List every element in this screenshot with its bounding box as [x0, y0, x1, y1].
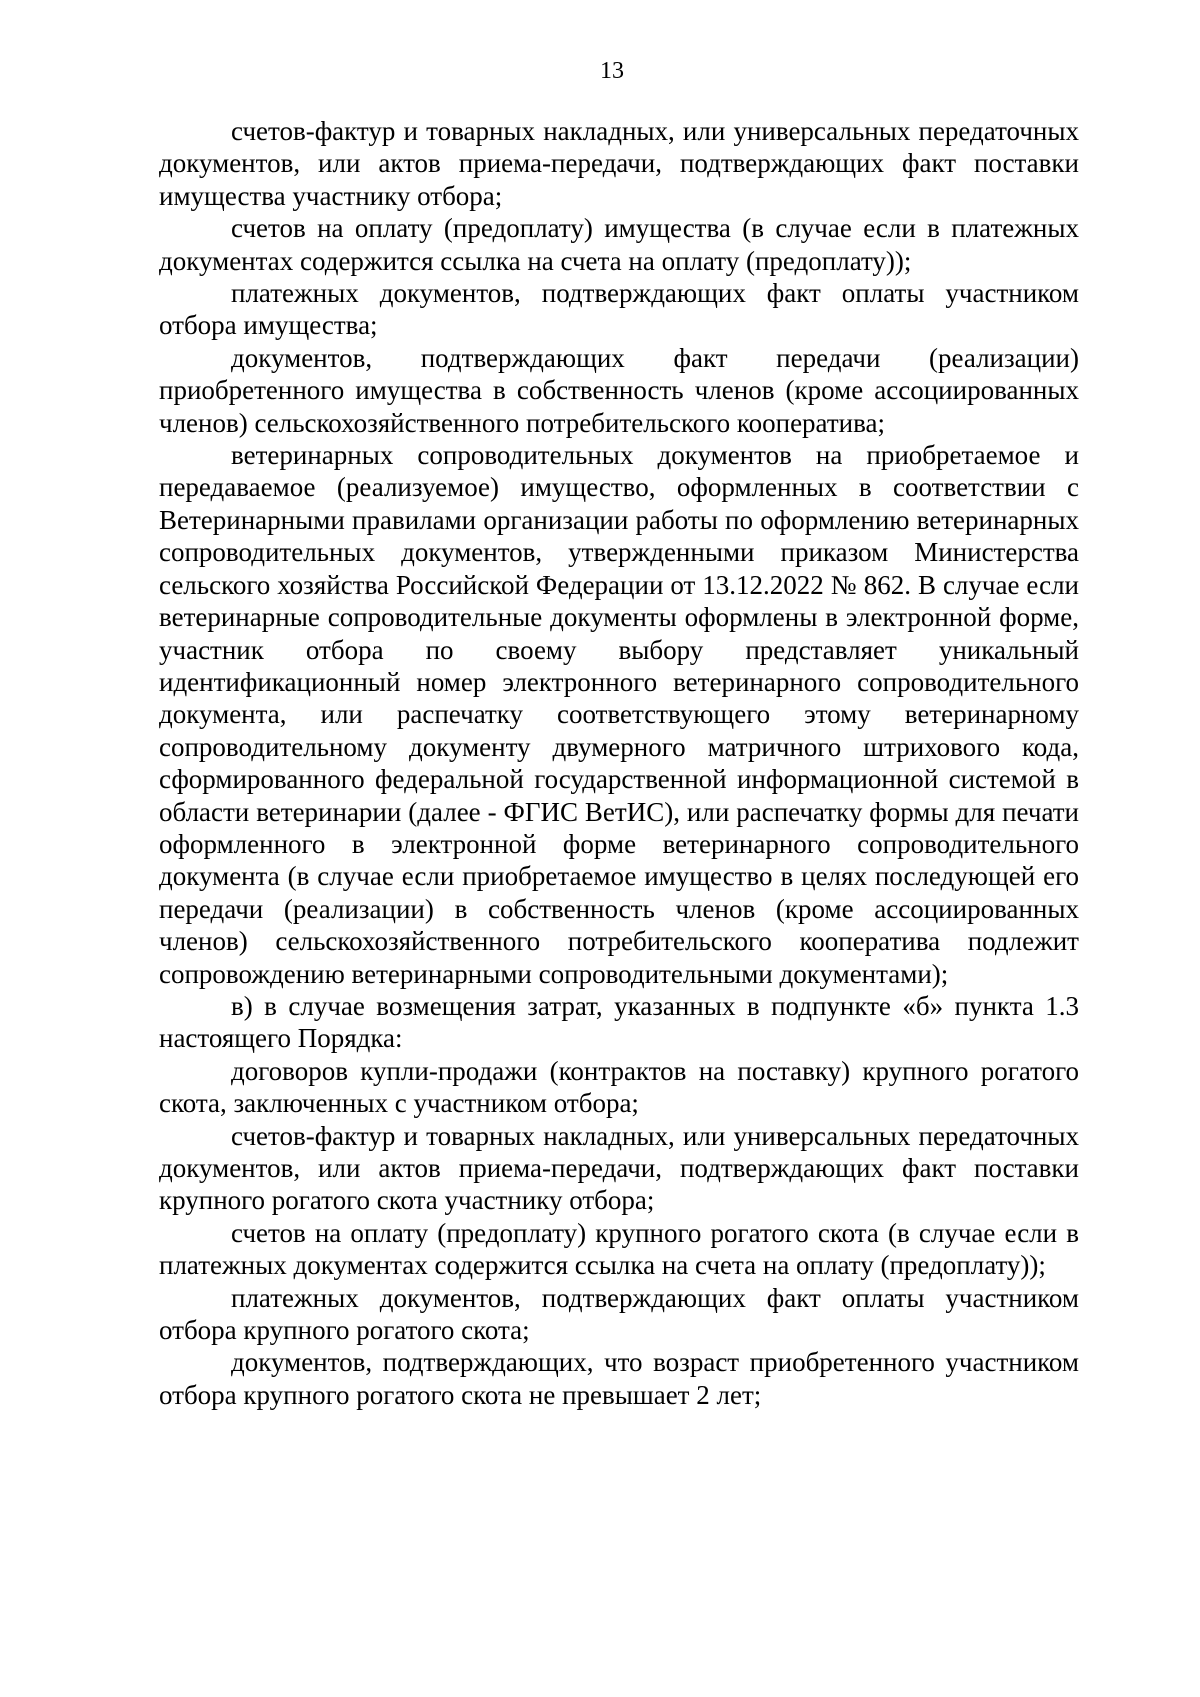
paragraph: счетов-фактур и товарных накладных, или универсальных передаточных документов, или актов приема-передачи, подтверждающих факт поставки имущества участнику отбора;: [159, 116, 1079, 211]
paragraph: счетов на оплату (предоплату) крупного рогатого скота (в случае если в платежных документах содержится ссылка на счета на оплату (предоплату));: [159, 1217, 1079, 1281]
paragraph: документов, подтверждающих факт передачи (реализации) приобретенного имущества в собственность членов (кроме ассоциированных членов) сельскохозяйственного потребительского кооператива;: [159, 342, 1079, 438]
paragraph: платежных документов, подтверждающих факт оплаты участником отбора крупного рогатого скота;: [159, 1282, 1079, 1346]
paragraph: платежных документов, подтверждающих факт оплаты участником отбора имущества;: [159, 278, 1079, 341]
document-body: [159, 115, 1079, 1411]
paragraph: договоров купли-продажи (контрактов на поставку) крупного рогатого скота, заключенных с участником отбора;: [159, 1055, 1079, 1119]
paragraph: счетов-фактур и товарных накладных, или универсальных передаточных документов, или актов приема-передачи, подтверждающих факт поставки крупного рогатого скота участнику отбора;: [159, 1120, 1079, 1216]
paragraph: в) в случае возмещения затрат, указанных в подпункте «б» пункта 1.3 настоящего Порядка:: [159, 990, 1079, 1054]
page-number: 13: [600, 58, 624, 84]
paragraph: документов, подтверждающих, что возраст приобретенного участником отбора крупного рогатого скота не превышает 2 лет;: [159, 1347, 1079, 1410]
paragraph: счетов на оплату (предоплату) имущества (в случае если в платежных документах содержится ссылка на счета на оплату (предоплату));: [159, 213, 1079, 276]
paragraph: ветеринарных сопроводительных документов на приобретаемое и передаваемое (реализуемое) имущество, оформленных в соответствии с Ветеринарными правилами организации работы по оформлению ветеринарных сопроводительных документов, утвержденными приказом Министерства сельского хозяйства Российской Федерации от 13.12.2022 № 862. В случае если ветеринарные сопроводительные документы оформлены в электронной форме, участник отбора по своему выбору представляет уникальный идентификационный номер электронного ветеринарного сопроводительного документа, или распечатку соответствующего этому ветеринарному сопроводительному документу двумерного матричного штрихового кода, сформированного федеральной государственной информационной системой в области ветеринарии (далее - ФГИС ВетИС), или распечатку формы для печати оформленного в электронной форме ветеринарного сопроводительного документа (в случае если приобретаемое имущество в целях последующей его передачи (реализации) в собственность членов (кроме ассоциированных членов) сельскохозяйственного потребительского кооператива подлежит сопровождению ветеринарными сопроводительными документами);: [159, 440, 1079, 989]
